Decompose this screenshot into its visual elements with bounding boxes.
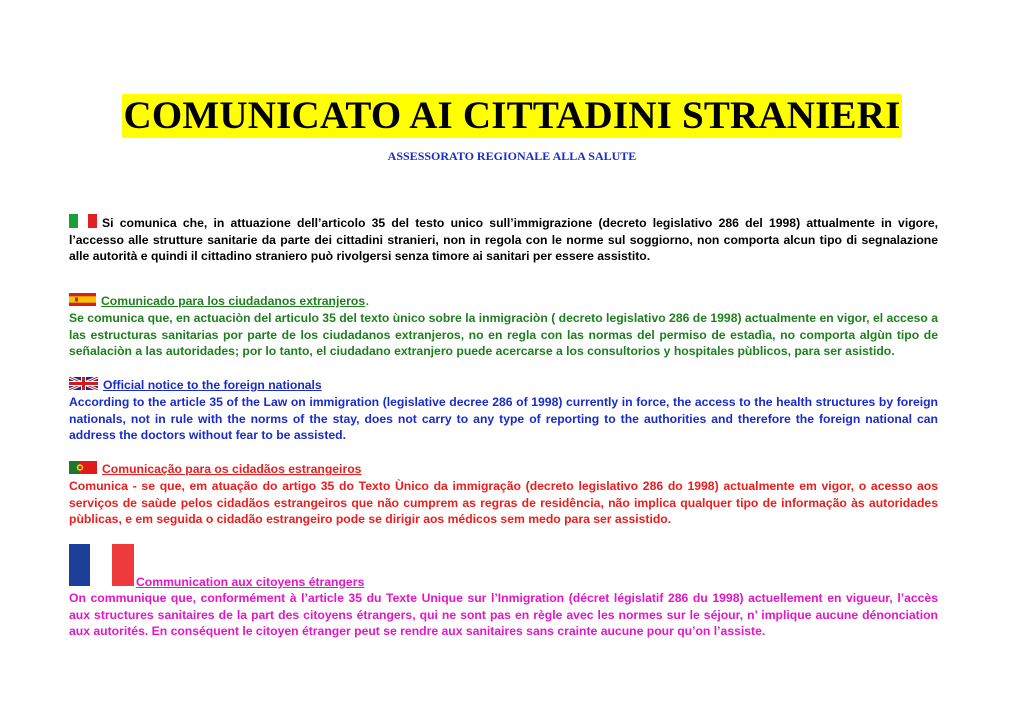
- portuguese-heading-row: [69, 460, 938, 478]
- page-title: COMUNICATO AI CITTADINI STRANIERI: [123, 94, 901, 137]
- french-text: On communique que, conformément à l’article 35 du Texte Unique sur l’Inmigration (décret législatif 286 du 1998) actuellement en vigueur, l’accès aux structures sanitaires de la part des citoyens étrangers, qui ne sont pas en règle avec les normes sur le séjour, n’ implique aucune dénonciation aux autorités. En conséquent le citoyen étranger peut se rendre aux sanitaires sans crainte aucune pour qu’on l’assiste.: [69, 591, 938, 638]
- french-heading: Communication aux citoyens étrangers: [136, 575, 365, 589]
- english-text: According to the article 35 of the Law on immigration (legislative decree 286 of 1998) currently in force, the access to the health structures by foreign nationals, not in rule with the norms of the stay, does not carry to any type of reporting to the authorities and therefore the foreign national can address the doctors without fear to be assisted.: [69, 395, 938, 442]
- page-subtitle: ASSESSORATO REGIONALE ALLA SALUTE: [387, 149, 637, 163]
- spain-flag-icon: [69, 293, 96, 306]
- portugal-flag-icon: [69, 461, 97, 474]
- spanish-text: Se comunica que, en actuaciòn del articulo 35 del texto ùnico sobre la inmigraciòn ( decreto legislativo 286 de 1998) actualmente en vigor, el acceso a las estructuras sanitarias por parte de los ciudadanos extranjeros, no en regla con las normas del permiso de estadìa, no comporta algùn tipo de señalaciòn a las autoridades; por lo tanto, el ciudadano extranjero puede acercarse a los consultorios y hospitales pùblicos, para ser asistido.: [69, 311, 938, 358]
- english-heading: Official notice to the foreign nationals: [103, 378, 322, 392]
- portuguese-section: [69, 460, 938, 528]
- uk-flag-icon: [69, 377, 98, 390]
- english-section: [69, 376, 938, 444]
- italian-section: [69, 214, 938, 265]
- spanish-section: [69, 292, 938, 360]
- english-heading-row: [69, 376, 938, 394]
- spanish-heading: Comunicado para los ciudadanos extranjeros: [101, 294, 366, 308]
- spanish-heading-period: .: [365, 292, 370, 309]
- spanish-heading-row: [69, 292, 938, 310]
- italian-paragraph: [69, 214, 938, 265]
- italian-text: Si comunica che, in attuazione dell’articolo 35 del testo unico sull’immigrazione (decreto legislativo 286 del 1998) attualmente in vigore, l’accesso alle strutture sanitarie da parte dei cittadini stranieri, non in regola con le norme sul soggiorno, non comporta alcun tipo di segnalazione alle autorità e quindi il cittadino straniero può rivolgersi senza timore ai sanitari per essere assistito.: [69, 216, 938, 263]
- portuguese-heading: Comunicação para os cidadãos estrangeiros: [102, 462, 362, 476]
- france-flag-icon: [69, 544, 134, 586]
- title-container: [0, 94, 1024, 138]
- italy-flag-icon: [69, 214, 97, 228]
- portuguese-text: Comunica - se que, em atuação do artigo 35 do Texto Ùnico da immigração (decreto legislativo 286 do 1998) actualmente em vigor, o acesso aos serviços de saùde pelos cidadãos estrangeiros que não cumprem as regras de residência, não implica qualquer tipo de informação às autoridades pùblicas, e em seguida o cidadão estrangeiro pode se dirigir aos médicos sem medo para ser assistido.: [69, 479, 938, 526]
